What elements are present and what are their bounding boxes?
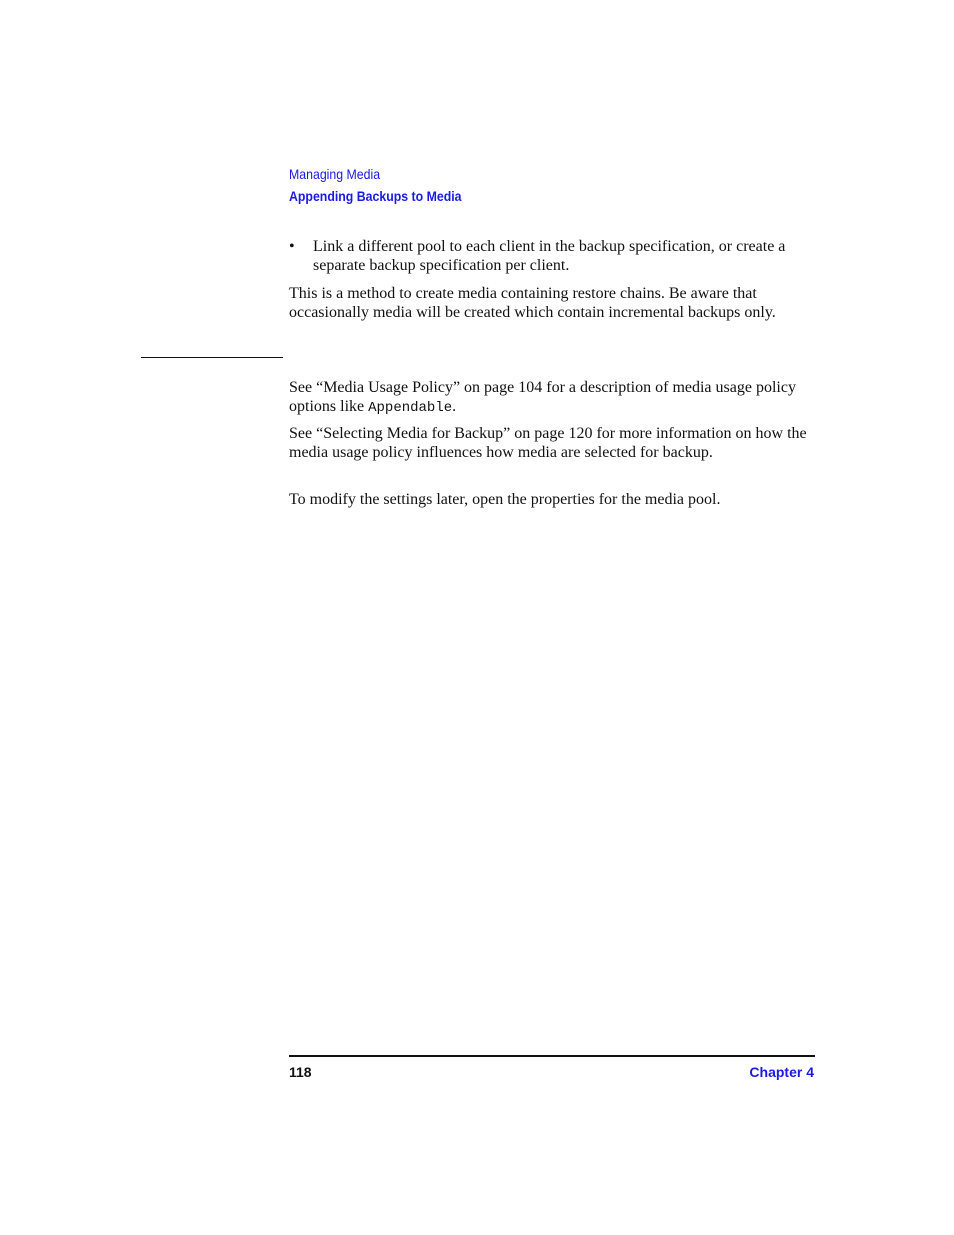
- bullet-text: Link a different pool to each client in the backup specification, or create a separate backup specification per client.: [313, 238, 786, 274]
- running-head-section: Appending Backups to Media: [289, 188, 462, 204]
- paragraph-media-usage-policy: [289, 379, 819, 418]
- bullet-list-item: [289, 238, 819, 276]
- page-number: 118: [289, 1064, 312, 1080]
- footer-divider: [289, 1055, 815, 1057]
- paragraph-text-end: .: [452, 397, 457, 415]
- note-divider: [141, 357, 283, 358]
- paragraph-restore-chains: This is a method to create media containing restore chains. Be aware that occasionally media will be created which contain incremental backups only.: [289, 285, 776, 321]
- running-head-chapter: Managing Media: [289, 166, 381, 182]
- paragraph-selecting-media: See “Selecting Media for Backup” on page 120 for more information on how the media usage policy influences how media are selected for backup.: [289, 425, 807, 461]
- paragraph-modify-settings: To modify the settings later, open the properties for the media pool.: [289, 491, 721, 508]
- footer-chapter-label: Chapter 4: [749, 1064, 814, 1080]
- code-term: Appendable: [368, 399, 453, 416]
- bullet-icon: •: [289, 238, 295, 255]
- paragraph-text: See “Media Usage Policy” on page 104 for a description of media usage policy options like: [289, 379, 796, 415]
